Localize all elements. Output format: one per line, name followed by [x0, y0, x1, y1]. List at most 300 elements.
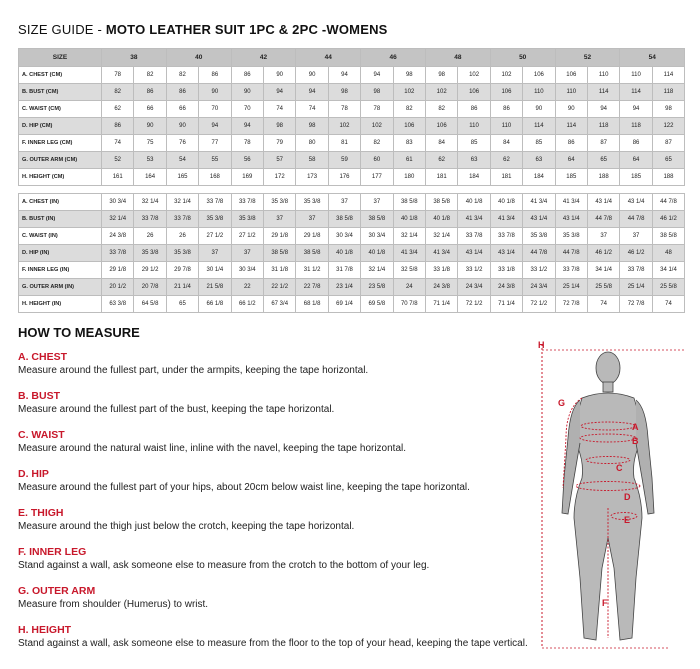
page-title [18, 22, 388, 37]
table-cell: 173 [296, 169, 328, 186]
spacer-cell [263, 186, 295, 194]
table-cell: 24 3/8 [102, 228, 134, 245]
table-cell: 110 [555, 84, 587, 101]
table-cell: 75 [134, 135, 166, 152]
table-cell: 21 1/4 [166, 279, 198, 296]
table-cell: 46 1/2 [652, 211, 684, 228]
table-cell: 181 [425, 169, 457, 186]
table-cell: 185 [555, 169, 587, 186]
table-cell: 30 3/4 [361, 228, 393, 245]
table-cell: 30 1/4 [199, 262, 231, 279]
table-cell: 33 7/8 [166, 211, 198, 228]
measure-description: Measure around the fullest part, under the armpits, keeping the tape horizontal. [18, 365, 369, 376]
table-cell: 114 [523, 118, 555, 135]
table-cell: 62 [425, 152, 457, 169]
table-cell: 37 [199, 245, 231, 262]
table-cell: 46 1/2 [620, 245, 652, 262]
table-cell: 67 3/4 [263, 296, 295, 313]
table-cell: 40 1/8 [393, 211, 425, 228]
spacer-cell [328, 186, 360, 194]
spacer-cell [231, 186, 263, 194]
table-cell: 44 7/8 [652, 194, 684, 211]
table-cell: 38 5/8 [393, 194, 425, 211]
table-cell: 77 [199, 135, 231, 152]
row-label: B. BUST (CM) [19, 84, 102, 101]
table-cell: 33 7/8 [231, 194, 263, 211]
size-header-cell: 50 [490, 49, 555, 67]
table-cell: 37 [296, 211, 328, 228]
measure-heading: H. HEIGHT [18, 624, 72, 636]
row-label: F. INNER LEG (CM) [19, 135, 102, 152]
table-cell: 40 1/8 [490, 194, 522, 211]
table-cell: 87 [652, 135, 684, 152]
table-cell: 37 [263, 211, 295, 228]
table-cell: 98 [361, 84, 393, 101]
table-cell: 62 [490, 152, 522, 169]
table-cell: 43 1/4 [587, 194, 619, 211]
table-cell: 82 [361, 135, 393, 152]
table-cell: 35 3/8 [263, 194, 295, 211]
table-cell: 85 [458, 135, 490, 152]
table-cell: 33 1/8 [490, 262, 522, 279]
row-label: C. WAIST (CM) [19, 101, 102, 118]
size-header-cell: 54 [620, 49, 685, 67]
table-cell: 70 [199, 101, 231, 118]
table-cell: 23 5/8 [361, 279, 393, 296]
measure-heading: G. OUTER ARM [18, 585, 96, 597]
size-header-cell: 48 [425, 49, 490, 67]
table-cell: 94 [620, 101, 652, 118]
table-row [19, 101, 685, 118]
table-cell: 33 7/8 [458, 228, 490, 245]
table-cell: 44 7/8 [523, 245, 555, 262]
table-cell: 102 [490, 67, 522, 84]
table-cell: 40 1/8 [458, 194, 490, 211]
row-label: A. CHEST (IN) [19, 194, 102, 211]
measure-item [18, 429, 528, 455]
table-cell: 38 5/8 [652, 228, 684, 245]
table-row [19, 194, 685, 211]
table-cell: 33 7/8 [555, 262, 587, 279]
table-cell: 38 5/8 [296, 245, 328, 262]
table-cell: 24 [393, 279, 425, 296]
table-cell: 52 [102, 152, 134, 169]
table-cell: 41 3/4 [458, 211, 490, 228]
table-cell: 98 [296, 118, 328, 135]
table-cell: 86 [490, 101, 522, 118]
table-cell: 38 5/8 [425, 194, 457, 211]
table-cell: 37 [231, 245, 263, 262]
table-cell: 65 [587, 152, 619, 169]
table-cell: 33 1/2 [458, 262, 490, 279]
table-cell: 78 [231, 135, 263, 152]
title-main: MOTO LEATHER SUIT 1PC & 2PC -WOMENS [105, 22, 388, 37]
table-cell: 40 1/8 [361, 245, 393, 262]
table-cell: 62 [102, 101, 134, 118]
table-cell: 106 [555, 67, 587, 84]
table-cell: 72 7/8 [620, 296, 652, 313]
spacer-cell [166, 186, 198, 194]
measure-heading: F. INNER LEG [18, 546, 87, 558]
table-cell: 24 3/4 [523, 279, 555, 296]
table-cell: 33 1/2 [523, 262, 555, 279]
table-cell: 94 [361, 67, 393, 84]
measure-description: Measure around the fullest part of the bust, keeping the tape horizontal. [18, 404, 335, 415]
table-cell: 29 1/8 [296, 228, 328, 245]
table-cell: 43 1/4 [620, 194, 652, 211]
table-cell: 37 [361, 194, 393, 211]
table-cell: 165 [166, 169, 198, 186]
table-cell: 38 5/8 [263, 245, 295, 262]
table-cell: 35 3/8 [296, 194, 328, 211]
table-cell: 102 [328, 118, 360, 135]
spacer-cell [199, 186, 231, 194]
table-cell: 177 [361, 169, 393, 186]
table-cell: 169 [231, 169, 263, 186]
row-label: G. OUTER ARM (IN) [19, 279, 102, 296]
table-cell: 90 [199, 84, 231, 101]
measure-description: Measure around the thigh just below the crotch, keeping the tape horizontal. [18, 521, 355, 532]
table-cell: 110 [458, 118, 490, 135]
table-cell: 33 7/8 [102, 245, 134, 262]
table-cell: 32 1/4 [102, 211, 134, 228]
row-label: B. BUST (IN) [19, 211, 102, 228]
table-cell: 188 [587, 169, 619, 186]
body-figure [530, 338, 690, 654]
table-cell: 184 [523, 169, 555, 186]
table-cell: 69 5/8 [361, 296, 393, 313]
row-label: H. HEIGHT (CM) [19, 169, 102, 186]
table-row [19, 169, 685, 186]
table-cell: 184 [458, 169, 490, 186]
table-cell: 74 [263, 101, 295, 118]
table-cell: 59 [328, 152, 360, 169]
size-header-cell: 44 [296, 49, 361, 67]
table-cell: 64 [620, 152, 652, 169]
size-table-container [18, 48, 685, 313]
size-header-cell: 52 [555, 49, 620, 67]
size-header-cell: 46 [361, 49, 426, 67]
table-cell: 106 [458, 84, 490, 101]
size-header-cell: 38 [102, 49, 167, 67]
label-d: D [624, 492, 631, 502]
table-cell: 72 7/8 [555, 296, 587, 313]
table-cell: 25 1/4 [555, 279, 587, 296]
table-spacer-row [19, 186, 685, 194]
table-cell: 82 [425, 101, 457, 118]
table-cell: 29 1/8 [263, 228, 295, 245]
spacer-cell [555, 186, 587, 194]
table-cell: 185 [620, 169, 652, 186]
table-cell: 41 3/4 [490, 211, 522, 228]
table-cell: 37 [328, 194, 360, 211]
table-cell: 41 3/4 [555, 194, 587, 211]
size-header-label: SIZE [19, 49, 102, 67]
table-cell: 35 3/8 [199, 211, 231, 228]
table-cell: 54 [166, 152, 198, 169]
table-row [19, 84, 685, 101]
table-cell: 94 [263, 84, 295, 101]
table-cell: 57 [263, 152, 295, 169]
row-label: A. CHEST (CM) [19, 67, 102, 84]
spacer-cell [458, 186, 490, 194]
table-cell: 74 [652, 296, 684, 313]
table-cell: 78 [102, 67, 134, 84]
table-cell: 61 [393, 152, 425, 169]
table-cell: 74 [102, 135, 134, 152]
spacer-cell [296, 186, 328, 194]
table-cell: 90 [166, 118, 198, 135]
spacer-cell [134, 186, 166, 194]
table-row [19, 228, 685, 245]
table-cell: 33 7/8 [620, 262, 652, 279]
spacer-cell [620, 186, 652, 194]
label-h: H [538, 340, 545, 350]
table-cell: 44 7/8 [620, 211, 652, 228]
table-cell: 43 1/4 [523, 211, 555, 228]
table-cell: 110 [490, 118, 522, 135]
table-cell: 44 7/8 [587, 211, 619, 228]
table-cell: 82 [102, 84, 134, 101]
size-header-row [19, 49, 685, 67]
table-cell: 85 [523, 135, 555, 152]
table-row [19, 118, 685, 135]
table-cell: 102 [393, 84, 425, 101]
table-cell: 43 1/4 [555, 211, 587, 228]
table-cell: 32 1/4 [361, 262, 393, 279]
table-cell: 30 3/4 [231, 262, 263, 279]
table-cell: 168 [199, 169, 231, 186]
table-cell: 64 5/8 [134, 296, 166, 313]
table-cell: 20 1/2 [102, 279, 134, 296]
table-cell: 20 7/8 [134, 279, 166, 296]
table-cell: 25 5/8 [652, 279, 684, 296]
table-cell: 21 5/8 [199, 279, 231, 296]
row-label: D. HIP (CM) [19, 118, 102, 135]
table-row [19, 152, 685, 169]
table-cell: 58 [296, 152, 328, 169]
table-cell: 24 3/8 [490, 279, 522, 296]
table-cell: 90 [296, 67, 328, 84]
measure-description: Stand against a wall, ask someone else to measure from the crotch to the bottom of your leg. [18, 560, 430, 571]
table-cell: 102 [425, 84, 457, 101]
measure-heading: E. THIGH [18, 507, 64, 519]
spacer-cell [652, 186, 684, 194]
table-cell: 78 [361, 101, 393, 118]
table-cell: 35 3/8 [134, 245, 166, 262]
table-cell: 46 1/2 [587, 245, 619, 262]
table-cell: 26 [134, 228, 166, 245]
table-cell: 86 [555, 135, 587, 152]
table-cell: 55 [199, 152, 231, 169]
table-cell: 63 [458, 152, 490, 169]
table-cell: 110 [587, 67, 619, 84]
table-cell: 70 7/8 [393, 296, 425, 313]
spacer-cell [523, 186, 555, 194]
measure-heading: D. HIP [18, 468, 49, 480]
spacer-cell [361, 186, 393, 194]
row-label: C. WAIST (IN) [19, 228, 102, 245]
table-cell: 66 1/8 [199, 296, 231, 313]
table-cell: 35 3/8 [555, 228, 587, 245]
table-row [19, 245, 685, 262]
table-cell: 84 [425, 135, 457, 152]
table-cell: 40 1/8 [328, 245, 360, 262]
table-cell: 23 1/4 [328, 279, 360, 296]
table-cell: 27 1/2 [199, 228, 231, 245]
table-cell: 98 [263, 118, 295, 135]
table-cell: 82 [166, 67, 198, 84]
spacer-cell [587, 186, 619, 194]
table-row [19, 262, 685, 279]
table-cell: 38 5/8 [361, 211, 393, 228]
spacer-cell [19, 186, 102, 194]
row-label: D. HIP (IN) [19, 245, 102, 262]
table-cell: 33 1/8 [425, 262, 457, 279]
table-cell: 32 1/4 [134, 194, 166, 211]
table-cell: 31 1/2 [296, 262, 328, 279]
table-cell: 94 [328, 67, 360, 84]
table-cell: 94 [296, 84, 328, 101]
label-g: G [558, 398, 566, 408]
table-cell: 84 [490, 135, 522, 152]
table-cell: 90 [263, 67, 295, 84]
table-cell: 32 5/8 [393, 262, 425, 279]
title-prefix: SIZE GUIDE - [18, 22, 106, 37]
measure-description: Measure around the fullest part of your hips, about 20cm below waist line, keeping the tape horizontal. [18, 482, 470, 493]
table-cell: 78 [328, 101, 360, 118]
table-cell: 71 1/4 [425, 296, 457, 313]
table-cell: 86 [231, 67, 263, 84]
table-cell: 41 3/4 [393, 245, 425, 262]
table-cell: 63 3/8 [102, 296, 134, 313]
table-cell: 122 [652, 118, 684, 135]
table-cell: 41 3/4 [523, 194, 555, 211]
table-cell: 66 [134, 101, 166, 118]
measure-heading: A. CHEST [18, 351, 68, 363]
table-cell: 29 7/8 [166, 262, 198, 279]
table-cell: 83 [393, 135, 425, 152]
table-cell: 74 [296, 101, 328, 118]
table-cell: 33 7/8 [199, 194, 231, 211]
table-cell: 118 [620, 118, 652, 135]
how-to-measure-title: HOW TO MEASURE [18, 325, 140, 340]
table-cell: 68 1/8 [296, 296, 328, 313]
table-cell: 98 [393, 67, 425, 84]
table-cell: 110 [523, 84, 555, 101]
table-cell: 37 [620, 228, 652, 245]
table-cell: 172 [263, 169, 295, 186]
table-cell: 118 [587, 118, 619, 135]
table-row [19, 296, 685, 313]
table-cell: 114 [652, 67, 684, 84]
table-cell: 22 [231, 279, 263, 296]
table-cell: 106 [490, 84, 522, 101]
table-cell: 43 1/4 [490, 245, 522, 262]
table-cell: 40 1/8 [425, 211, 457, 228]
table-cell: 29 1/2 [134, 262, 166, 279]
table-cell: 106 [523, 67, 555, 84]
table-cell: 37 [587, 228, 619, 245]
table-cell: 32 1/4 [393, 228, 425, 245]
table-cell: 98 [328, 84, 360, 101]
table-cell: 180 [393, 169, 425, 186]
table-cell: 41 3/4 [425, 245, 457, 262]
table-cell: 25 5/8 [587, 279, 619, 296]
table-cell: 81 [328, 135, 360, 152]
table-cell: 164 [134, 169, 166, 186]
table-cell: 33 7/8 [134, 211, 166, 228]
table-cell: 34 1/4 [652, 262, 684, 279]
label-f: F [602, 598, 608, 608]
table-cell: 181 [490, 169, 522, 186]
measure-description: Measure around the natural waist line, inline with the navel, keeping the tape horizontal. [18, 443, 407, 454]
table-cell: 32 1/4 [425, 228, 457, 245]
table-cell: 114 [620, 84, 652, 101]
table-cell: 90 [523, 101, 555, 118]
table-cell: 106 [393, 118, 425, 135]
table-cell: 70 [231, 101, 263, 118]
table-cell: 35 3/8 [231, 211, 263, 228]
table-cell: 29 1/8 [102, 262, 134, 279]
label-e: E [624, 515, 631, 525]
table-cell: 87 [587, 135, 619, 152]
table-cell: 72 1/2 [458, 296, 490, 313]
table-cell: 27 1/2 [231, 228, 263, 245]
spacer-cell [102, 186, 134, 194]
measure-heading: B. BUST [18, 390, 60, 402]
table-row [19, 211, 685, 228]
table-cell: 38 5/8 [328, 211, 360, 228]
row-label: G. OUTER ARM (CM) [19, 152, 102, 169]
table-cell: 24 3/4 [458, 279, 490, 296]
table-cell: 86 [102, 118, 134, 135]
row-label: H. HEIGHT (IN) [19, 296, 102, 313]
table-cell: 24 3/8 [425, 279, 457, 296]
table-cell: 98 [652, 101, 684, 118]
table-cell: 161 [102, 169, 134, 186]
measure-description: Stand against a wall, ask someone else to measure from the floor to the top of your head, keeping the tape vertical. [18, 638, 528, 649]
table-cell: 86 [199, 67, 231, 84]
table-cell: 90 [555, 101, 587, 118]
measure-heading: C. WAIST [18, 429, 65, 441]
table-cell: 25 1/4 [620, 279, 652, 296]
table-cell: 114 [555, 118, 587, 135]
table-cell: 79 [263, 135, 295, 152]
label-a: A [632, 422, 639, 432]
size-header-cell: 40 [166, 49, 231, 67]
table-cell: 102 [361, 118, 393, 135]
table-cell: 43 1/4 [458, 245, 490, 262]
table-cell: 69 1/4 [328, 296, 360, 313]
table-cell: 53 [134, 152, 166, 169]
spacer-cell [393, 186, 425, 194]
measure-item [18, 468, 528, 494]
table-cell: 30 3/4 [102, 194, 134, 211]
table-cell: 33 7/8 [490, 228, 522, 245]
table-cell: 64 [555, 152, 587, 169]
table-cell: 86 [458, 101, 490, 118]
table-cell: 35 3/8 [166, 245, 198, 262]
table-cell: 86 [134, 84, 166, 101]
size-table-body [19, 67, 685, 313]
measure-item [18, 624, 528, 650]
table-cell: 74 [587, 296, 619, 313]
table-cell: 102 [458, 67, 490, 84]
table-cell: 71 1/4 [490, 296, 522, 313]
measure-item [18, 507, 528, 533]
table-cell: 176 [328, 169, 360, 186]
